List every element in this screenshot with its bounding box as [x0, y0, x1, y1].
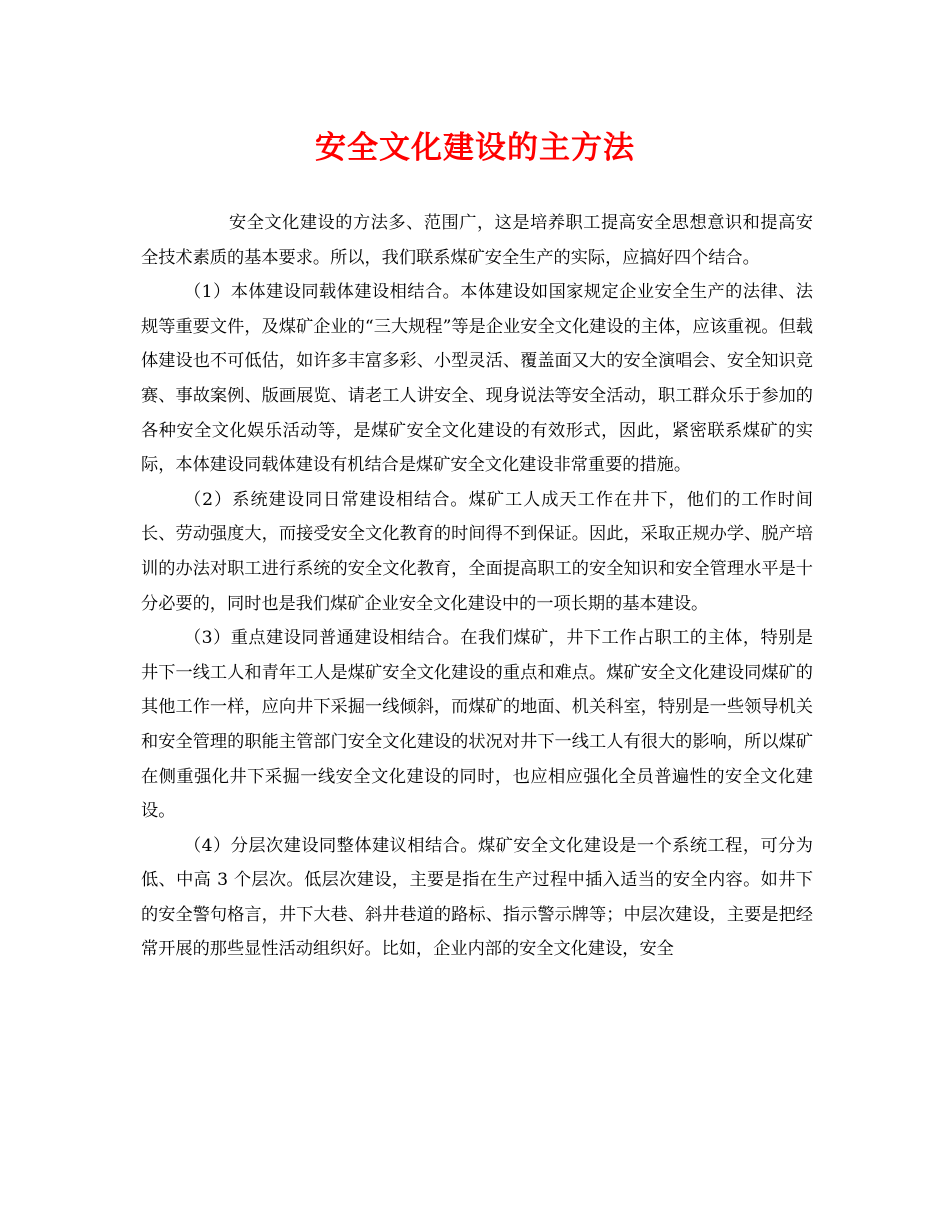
document-title: 安全文化建设的主方法 — [315, 130, 635, 166]
paragraph-3: （3）重点建设同普通建设相结合。在我们煤矿，井下工作占职工的主体，特别是井下一线工人和青年工人是煤矿安全文化建设的重点和难点。煤矿安全文化建设同煤矿的其他工作一样，应向井下采掘一线倾斜，而煤矿的地面、机关科室，特别是一些领导机关和安全管理的职能主管部门安全文化建设的状况对井下一线工人有很大的影响，所以煤矿在侧重强化井下采掘一线安全文化建设的同时，也应相应强化全员普遍性的安全文化建设。 — [141, 628, 813, 822]
paragraph-1: （1）本体建设同载体建设相结合。本体建设如国家规定企业安全生产的法律、法规等重要文件，及煤矿企业的“三大规程”等是企业安全文化建设的主体，应该重视。但载体建设也不可低估，如许多丰富多彩、小型灵活、覆盖面又大的安全演唱会、安全知识竞赛、事故案例、版画展览、请老工人讲安全、现身说法等安全活动，职工群众乐于参加的各种安全文化娱乐活动等，是煤矿安全文化建设的有效形式，因此，紧密联系煤矿的实际，本体建设同载体建设有机结合是煤矿安全文化建设非常重要的措施。 — [141, 282, 813, 476]
paragraph-4: （4）分层次建设同整体建议相结合。煤矿安全文化建设是一个系统工程，可分为低、中高 3 个层次。低层次建设，主要是指在生产过程中插入适当的安全内容。如井下的安全警句格言，井下大巷、斜井巷道的路标、指示警示牌等；中层次建设，主要是把经常开展的那些显性活动组织好。比如，企业内部的安全文化建设，安全 — [141, 835, 813, 960]
paragraph-2: （2）系统建设同日常建设相结合。煤矿工人成天工作在井下，他们的工作时间长、劳动强度大，而接受安全文化教育的时间得不到保证。因此，采取正规办学、脱产培训的办法对职工进行系统的安全文化教育，全面提高职工的安全知识和安全管理水平是十分必要的，同时也是我们煤矿企业安全文化建设中的一项长期的基本建设。 — [141, 489, 813, 614]
document-body — [141, 206, 813, 967]
paragraph-intro: 安全文化建设的方法多、范围广，这是培养职工提高安全思想意识和提高安全技术素质的基本要求。所以，我们联系煤矿安全生产的实际，应搞好四个结合。 — [141, 213, 813, 268]
